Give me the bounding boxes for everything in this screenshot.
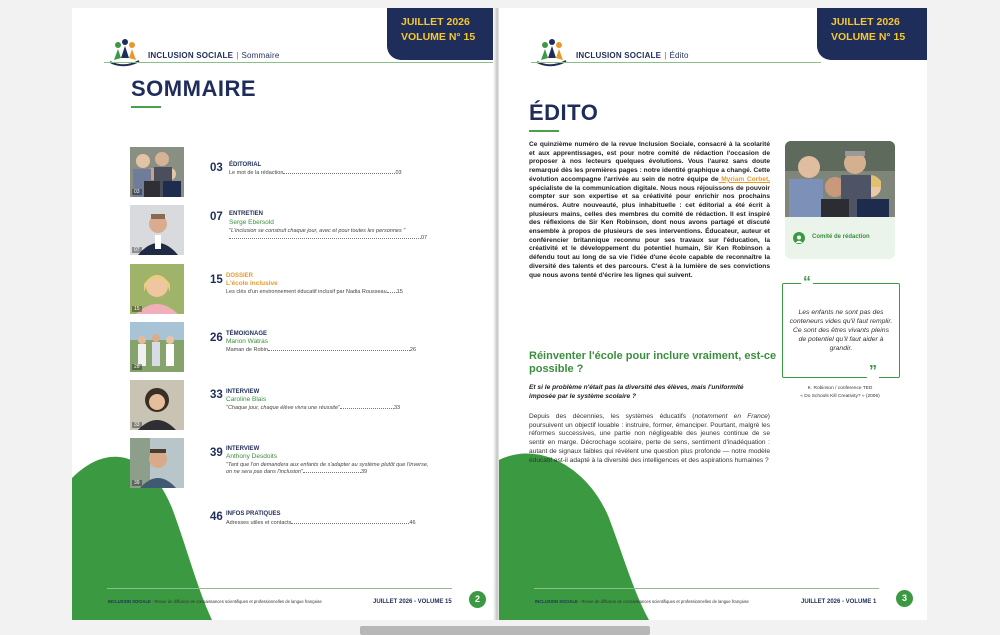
header-rule [104, 62, 494, 63]
viewer-scrollbar[interactable] [360, 626, 650, 635]
toc-description: Adresses utiles et contacts 46 [226, 520, 416, 526]
page-number: 3 [896, 590, 913, 607]
committee-photo [785, 141, 895, 217]
toc-number: 46 [210, 511, 223, 523]
toc-description: "Tant que l'on demandera aux enfants de s'adapter au système plutôt que l'inverse, on ne sera pas dans l'inclusion" 39 [226, 462, 429, 475]
toc-section: ENTRETIEN [229, 211, 264, 217]
page-title: SOMMAIRE [131, 76, 256, 101]
intro-paragraph: Ce quinzième numéro de la revue Inclusion Sociale, consacré à la scolarité et aux apprentissages, est pour notre comité de rédaction l'occasion de proposer à nos lecteurs quelques évolutions. Vous l'aurez sans doute remarqué dès les premières pages : notre identité graphique a changé. Cette évolution accompagne l'arrivée au sein de notre équipe de Myriam Corbet, spécialiste de la communication digitale. Nous nous réjouissons de pouvoir compter sur son expertise et sa créativité pour enrichir nos prochains numéros. Autre nouveauté, plus inhabituelle : cet éditorial a été écrit à plusieurs mains, celles des membres du comité de rédaction. Il est inspiré des réflexions de Sir Ken Robinson, dont nous avons partagé et discuté ensemble à propos de plusieurs de ses interventions. Éducateur, auteur et conférencier britannique reconnu pour ses travaux sur l'éducation, la créativité et le développement du potentiel humain, Sir Ken Robinson a défendu tout au long de sa vie l'idée d'une école capable de reconnaître la diversité des talents et des parcours. C'est à la lumière de ses convictions que nous avons tenté d'écrire les lignes qui suivent. [529, 141, 770, 279]
footer-rule [107, 588, 452, 589]
toc-description: "Chaque jour, chaque élève vivra une réussite" 33 [226, 405, 401, 411]
toc-section: INTERVIEW [226, 446, 260, 452]
committee-label: Comité de rédaction [812, 234, 870, 240]
footer-volume: JUILLET 2026 - VOLUME 1 [801, 599, 877, 605]
toc-thumbnail: 15 [130, 264, 184, 314]
toc-name: Anthony Desdoits [226, 453, 277, 460]
quote-close-icon: ” [869, 363, 877, 380]
toc-description: Le mot de la rédaction 03 [229, 170, 402, 176]
footer-tagline: INCLUSION SOCIALE - Revue de diffusion de connaissances scientifiques et professionnelles de langue française [108, 599, 322, 604]
toc-number: 33 [210, 389, 223, 401]
volume-badge: JUILLET 2026 VOLUME N° 15 [817, 8, 927, 60]
toc-thumbnail: 07 [130, 205, 184, 255]
footer-rule [534, 588, 879, 589]
toc-number: 15 [210, 274, 223, 286]
toc-thumbnail: 39 [130, 438, 184, 488]
toc-description: Les clés d'un environnement éducatif inclusif par Nadia Rousseau 15 [226, 289, 403, 295]
quote-text: Les enfants ne sont pas des conteneurs vides qu'il faut remplir. Ce sont des êtres vivants pleins de potentiel qu'il faut aider à grandir. [789, 309, 893, 352]
committee-card [785, 141, 895, 259]
toc-number: 26 [210, 332, 223, 344]
toc-thumbnail: 03 [130, 147, 184, 197]
volume-badge: JUILLET 2026 VOLUME N° 15 [387, 8, 497, 60]
header-brand: INCLUSION SOCIALE | Sommaire [148, 51, 280, 60]
quote-source: K. Robinson / conference TED « Do Schools Kill Creativity? » (2006) [800, 386, 880, 399]
toc-name: L'école inclusive [226, 280, 278, 287]
section-heading: Réinventer l'école pour inclure vraiment, est-ce possible ? [529, 350, 777, 375]
page-number: 2 [469, 591, 486, 608]
toc-thumbnail: 26 [130, 322, 184, 372]
toc-section: INTERVIEW [226, 389, 260, 395]
page-title: ÉDITO [529, 100, 599, 125]
quote-open-icon: “ [803, 274, 811, 291]
toc-section: ÉDITORIAL [229, 162, 262, 168]
toc-number: 07 [210, 211, 223, 223]
footer-volume: JUILLET 2026 - VOLUME 15 [373, 599, 452, 605]
person-icon [793, 232, 805, 244]
toc-number: 39 [210, 447, 223, 459]
title-rule [131, 106, 161, 108]
lead-question: Et si le problème n'était pas la diversité des élèves, mais l'uniformité imposée par le système scolaire ? [529, 384, 744, 400]
author-link[interactable]: Myriam Corbet, [718, 175, 770, 183]
right-page [499, 8, 927, 620]
toc-section: DOSSIER [226, 273, 254, 279]
toc-section: TÉMOIGNAGE [226, 331, 268, 337]
toc-section: INFOS PRATIQUES [226, 511, 281, 517]
header-brand: INCLUSION SOCIALE | Édito [576, 51, 689, 60]
logo-icon [533, 36, 569, 70]
header-rule [531, 62, 821, 63]
toc-thumbnail: 33 [130, 380, 184, 430]
toc-name: Caroline Blais [226, 396, 267, 403]
footer-tagline: INCLUSION SOCIALE - Revue de diffusion de connaissances scientifiques et professionnelles de langue française [535, 599, 749, 604]
toc-description: "L'inclusion se construit chaque jour, avec et pour toutes les personnes " 07 [229, 228, 428, 241]
decorative-wave [499, 448, 649, 620]
toc-number: 03 [210, 162, 223, 174]
toc-name: Marion Watras [226, 338, 269, 345]
toc-name: Serge Ebersold [229, 219, 274, 226]
body-paragraph: Depuis des décennies, les systèmes éducatifs (notamment en France) poursuivent un objectif louable : instruire, former, émanciper. Pourtant, malgré les réformes successives, une partie non négligeable des jeunes continue de se sentir en marge. Décrochage scolaire, perte de sens, sentiment d'inadéquation : autant de signaux faibles qui révèlent une question plus profonde — notre modèle éducatif est-il adapté à la diversité des intelligences et des aspirations humaines ? [529, 413, 770, 464]
title-rule [529, 130, 559, 132]
logo-icon [106, 36, 142, 70]
left-page [72, 8, 497, 620]
toc-description: Maman de Robin 26 [226, 347, 417, 353]
